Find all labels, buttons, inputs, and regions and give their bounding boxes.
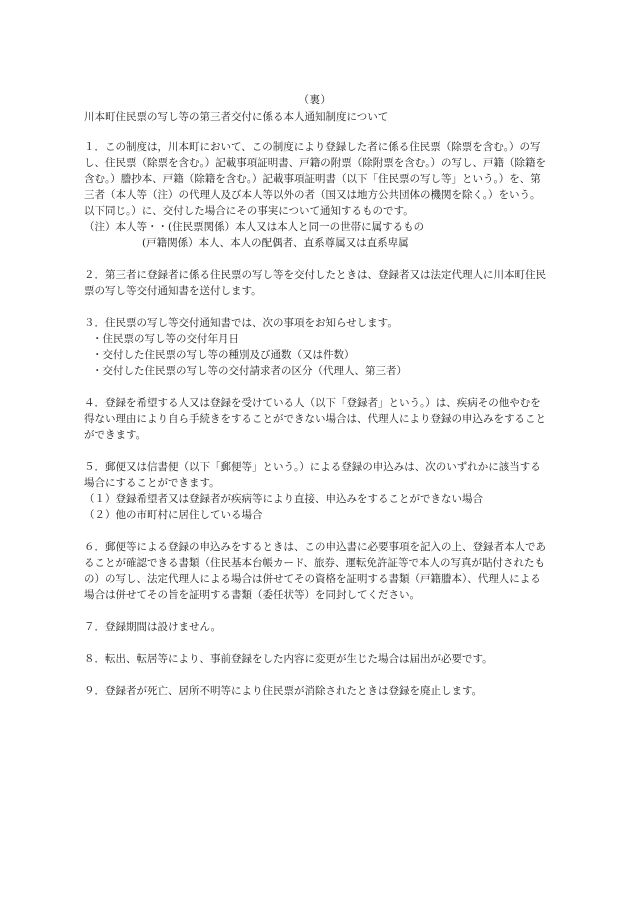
section-5 — [84, 459, 546, 523]
section-5-text: ５．郵便又は信書便（以下「郵便等」という。）による登録の申込みは、次のいずれかに該当する場合にすることができます。 — [84, 461, 541, 489]
section-7 — [84, 619, 546, 635]
section-4-text: ４．登録を希望する人又は登録を受けている人（以下「登録者」という。）は、疾病その他やむを得ない理由により自ら手続きをすることができない場合は、代理人により登録の申込みをすることができます。 — [84, 397, 546, 441]
reverse-side-mark: （裏） — [298, 94, 332, 106]
section-4 — [84, 395, 546, 443]
list-item: （２）他の市町村に居住している場合 — [84, 509, 263, 521]
section-6 — [84, 539, 546, 603]
section-6-text: ６．郵便等による登録の申込みをするときは、この申込書に必要事項を記入の上、登録者本人であることが確認できる書類（住民基本台帳カード、旅券、運転免許証等で本人の写真が貼付されたもの）の写し、法定代理人による場合は併せてその資格を証明する書類（戸籍謄本）、代理人による場合は併せてその旨を証明する書類（委任状等）を同封してください。 — [84, 541, 546, 601]
list-item: ・交付した住民票の写し等の種別及び通数（又は件数） — [92, 349, 355, 361]
section-3-text: ３．住民票の写し等交付通知書では、次の事項をお知らせします。 — [84, 317, 398, 329]
section-7-text: ７．登録期間は設けません。 — [84, 621, 222, 633]
section-9 — [84, 683, 546, 699]
document-body — [84, 139, 546, 715]
section-3 — [84, 315, 546, 379]
section-8-text: ８．転出、転居等により、事前登録をした内容に変更が生じた場合は届出が必要です。 — [84, 653, 493, 665]
note-line-2: (戸籍関係）本人、本人の配偶者、直系尊属又は直系卑属 — [142, 237, 409, 249]
section-1 — [84, 139, 546, 251]
section-2-text: ２．第三者に登録者に係る住民票の写し等を交付したときは、登録者又は法定代理人に川本町住民票の写し等交付通知書を送付します。 — [84, 269, 546, 297]
list-item: ・住民票の写し等の交付年月日 — [92, 333, 239, 345]
list-item: （１）登録希望者又は登録者が疾病等により直接、申込みをすることができない場合 — [84, 493, 483, 505]
section-1-text: １．この制度は，川本町において、この制度により登録した者に係る住民票（除票を含む。）の写し、住民票（除票を含む。）記載事項証明書、戸籍の附票（除附票を含む。）の写し、戸籍（除籍を含む。）謄抄本、戸籍（除籍を含む。）記載事項証明書（以下「住民票の写し等」という。）を、第三者（本人等（注）の代理人及び本人等以外の者（国又は地方公共団体の機関を除く。）をいう。以下同じ。）に、交付した場合にその事実について通知するものです。 — [84, 141, 546, 217]
document-title: 川本町住民票の写し等の第三者交付に係る本人通知制度について — [84, 111, 389, 123]
note-line-1: （注）本人等・・(住民票関係）本人又は本人と同一の世帯に属するもの — [84, 221, 425, 233]
section-8 — [84, 651, 546, 667]
section-9-text: ９．登録者が死亡、居所不明等により住民票が消除されたときは登録を廃止します。 — [84, 685, 483, 697]
list-item: ・交付した住民票の写し等の交付請求者の区分（代理人、第三者） — [92, 365, 407, 377]
section-2 — [84, 267, 546, 299]
